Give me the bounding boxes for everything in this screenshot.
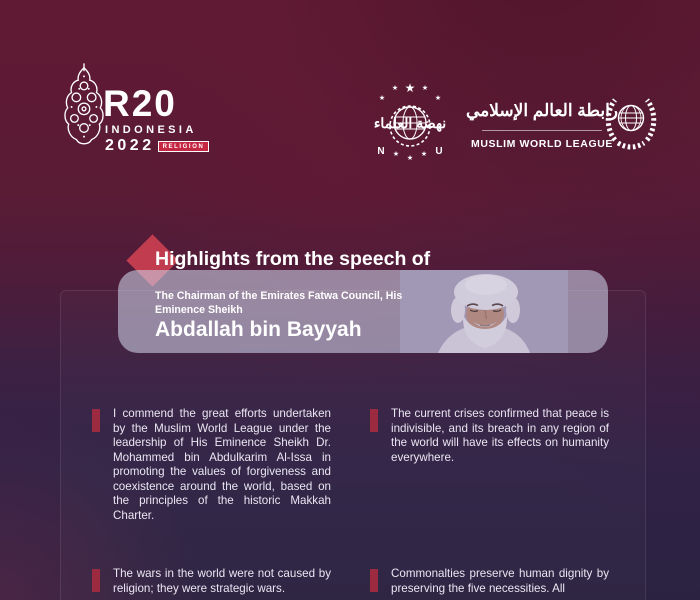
star-icon: ★ [404,81,416,95]
star-icon: ★ [420,150,428,158]
star-icon: ★ [378,94,386,102]
speech-heading: Highlights from the speech of [155,248,431,270]
speaker-name: Abdallah bin Bayyah [155,318,362,341]
gunungan-ornament-icon [62,60,106,152]
mwl-name: MUSLIM WORLD LEAGUE [470,138,614,150]
quote-text: Commonalties preserve human dignity by preserving the five necessities. All [391,567,609,595]
speaker-title: The Chairman of the Emirates Fatwa Council, His Eminence Sheikh [155,290,403,316]
r20-year: 2022 [105,137,155,154]
quote-text: The current crises confirmed that peace is indivisible, and its breach in any region of the world will have its effects on humanity everywhere. [391,407,609,464]
quote-marker [92,409,100,432]
nu-letter-n: N [377,146,385,157]
quote-text: I commend the great efforts undertaken by the Muslim World League under the leadership of His Eminence Sheikh Dr. Mohammed bin Abdulkarim Al-Issa in promoting the values of forgiveness and coexistence around the world, based on the principles of the historic Makkah Charter. [113,407,331,522]
religion-badge: RELIGION [158,141,210,152]
quote-marker [370,409,378,432]
nu-letter-u: U [435,146,443,157]
nu-emblem-icon [360,78,460,164]
r20-logo [55,55,235,165]
star-icon: ★ [391,84,399,92]
mwl-arabic-calligraphy: رابطة العالم الإسلامي [465,101,619,120]
quote-marker [370,569,378,592]
quote-marker [92,569,100,592]
star-icon: ★ [421,84,429,92]
star-icon: ★ [392,150,400,158]
r20-country-label: INDONESIA [105,124,197,136]
mwl-divider [482,130,602,131]
r20-title: R20 [103,83,177,124]
mwl-wreath-globe-icon [603,88,659,154]
nu-logo [360,78,460,164]
quote-text: The wars in the world were not caused by religion; they were strategic wars. [113,567,331,595]
star-icon: ★ [406,154,414,162]
nu-arabic-text: نهضة العلماء [373,115,447,131]
star-icon: ★ [434,94,442,102]
speaker-banner [118,270,608,353]
r20-year-row [105,137,209,155]
